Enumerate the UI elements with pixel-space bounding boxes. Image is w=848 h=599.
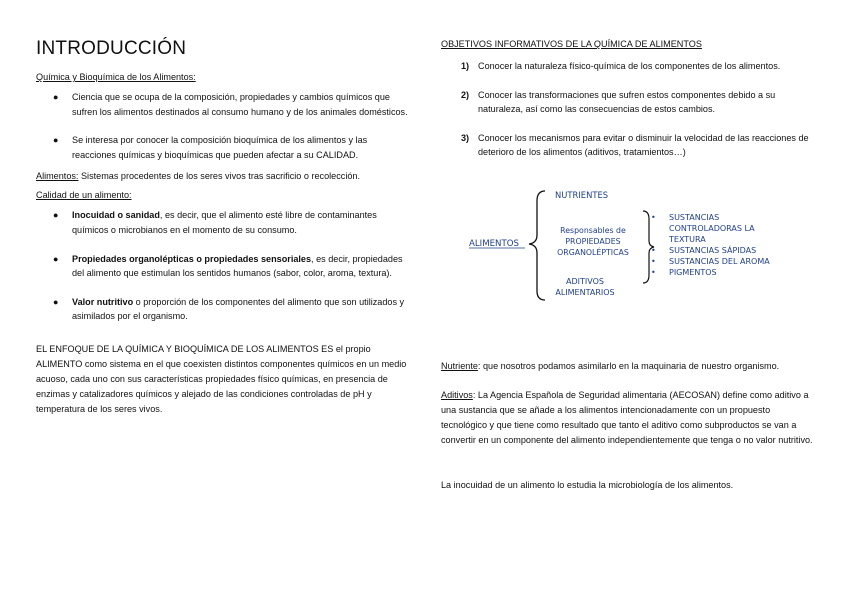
quimica-heading: Química y Bioquímica de los Alimentos: — [36, 72, 196, 82]
diagram-nutrientes: NUTRIENTES — [555, 190, 609, 200]
bullet-icon: • — [651, 246, 656, 255]
list-item: ● Inocuidad o sanidad, es decir, que el alimento esté libre de contaminantes químicos o microbianos en el momento de su consumo. — [53, 210, 377, 235]
quimica-list — [53, 90, 408, 162]
list-item: ● Valor nutritivo o proporción de los componentes del alimento que son utilizados y asimilados por el organismo. — [53, 296, 405, 322]
bullet-icon: • — [651, 213, 656, 222]
alimentos-label: Alimentos: — [36, 171, 79, 182]
objetivos-heading: OBJETIVOS INFORMATIVOS DE LA QUÍMICA DE ALIMENTOS — [441, 39, 702, 49]
list-item: 3) Conocer los mecanismos para evitar o disminuir la velocidad de las reacciones de deterioro de los alimentos (aditivos, tratamientos…) — [461, 132, 809, 158]
enfoque-paragraph: EL ENFOQUE DE LA QUÍMICA Y BIOQUÍMICA DE LOS ALIMENTOS ES el propio ALIMENTO como sistema en el que coexisten distintos componentes químicos en un medio acuoso, cada uno con sus características propiedades físico químicas, en presencia de enzimas y catalizadores químicos y alejado de las condiciones controladas de pH y temperatura de los seres vivos. — [36, 343, 407, 414]
bullet-icon: ● — [53, 92, 59, 102]
aditivos-label: Aditivos — [441, 390, 473, 400]
list-item: ● Propiedades organolépticas o propiedades sensoriales, es decir, propiedades del alimento que estimulan los sentidos humanos (sabor, color, aroma, textura). — [53, 253, 403, 279]
diagram-sub-items — [651, 213, 770, 277]
bullet-icon: • — [651, 257, 656, 266]
list-item: 1) Conocer la naturaleza físico-química de los componentes de los alimentos. — [461, 61, 781, 71]
nutriente-definition: Nutriente: que nosotros podamos asimilarlo en la maquinaria de nuestro organismo. — [441, 361, 780, 371]
aditivos-definition: Aditivos: La Agencia Española de Seguridad alimentaria (AECOSAN) define como aditivo a una sustancia que se añade a los alimentos intencionadamente con un propuesto tecnológico y que tiene como resultado que tanto el aditivo como subproductos se van a convertir en un componente del alimento independientemente que tenga o no valor nutritivo. — [441, 390, 813, 445]
diagram-responsables-1: Responsables de — [560, 226, 626, 235]
objetivos-list — [441, 59, 816, 160]
bullet-icon: ● — [53, 135, 59, 146]
diagram-responsables-3: ORGANOLÉPTICAS — [557, 248, 629, 257]
calidad-list — [53, 208, 408, 324]
diagram-sub-item: SUSTANCIAS — [669, 213, 720, 222]
diagram-sub-item: TEXTURA — [669, 235, 706, 244]
left-column — [36, 38, 408, 417]
nutriente-label: Nutriente — [441, 361, 478, 371]
right-lower-text — [441, 359, 816, 493]
diagram-sub-item: PIGMENTOS — [669, 268, 717, 277]
page-title: INTRODUCCIÓN — [36, 38, 187, 59]
diagram-sub-item: SUSTANCIAS DEL AROMA — [669, 257, 770, 266]
alimentos-diagram — [467, 183, 812, 305]
diagram-root-label: ALIMENTOS — [469, 239, 519, 249]
list-item: ● Ciencia que se ocupa de la composición, propiedades y cambios químicos que sufren los alimentos destinados al consumo humano y de los animales domésticos. — [53, 92, 408, 117]
alimentos-definition — [36, 169, 408, 184]
diagram-sub-item: CONTROLADORAS LA — [669, 224, 755, 233]
inocuidad-note: La inocuidad de un alimento lo estudia la microbiología de los alimentos. — [441, 480, 734, 490]
diagram-responsables-2: PROPIEDADES — [565, 237, 621, 246]
main-brace — [529, 191, 545, 300]
alimentos-text: Sistemas procedentes de los seres vivos tras sacrificio o recolección. — [78, 171, 360, 182]
diagram-sub-item: SUSTANCIAS SÁPIDAS — [669, 246, 757, 255]
list-item: ● Se interesa por conocer la composición bioquímica de los alimentos y las reacciones químicas y bioquímicas que pueden afectar a su CALIDAD. — [53, 135, 368, 160]
calidad-heading: Calidad de un alimento: — [36, 190, 132, 201]
list-item: 2) Conocer las transformaciones que sufren estos componentes debido a su naturaleza, así como las consecuencias de estos cambios. — [461, 89, 776, 115]
bullet-icon: • — [651, 268, 656, 277]
bullet-icon: ● — [53, 253, 59, 264]
bullet-icon: ● — [53, 210, 59, 221]
diagram-aditivos-2: ALIMENTARIOS — [555, 288, 615, 297]
diagram-aditivos-1: ADITIVOS — [566, 277, 604, 286]
bullet-icon: ● — [53, 296, 59, 307]
